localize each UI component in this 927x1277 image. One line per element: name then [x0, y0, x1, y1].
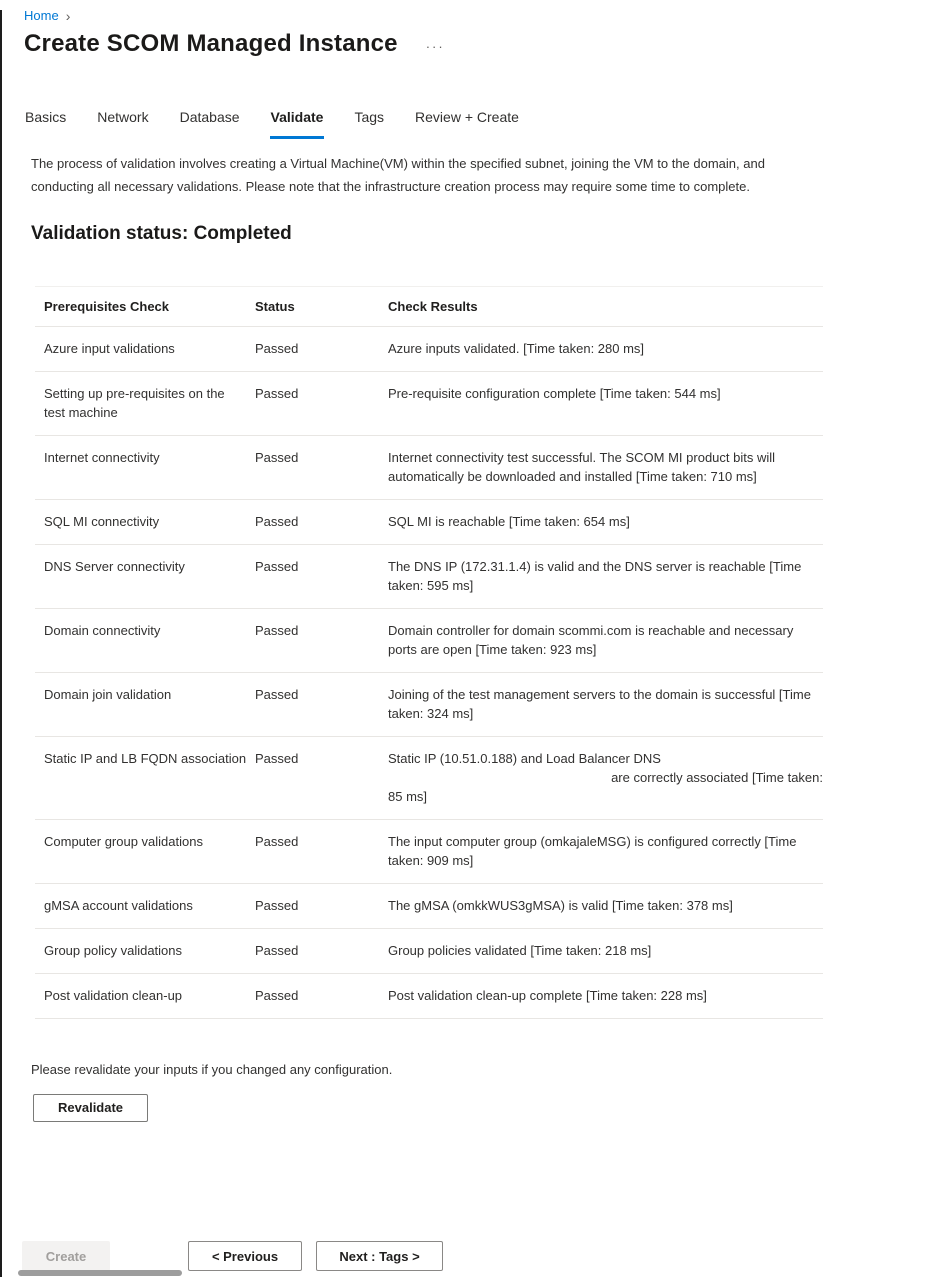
prerequisite-check-cell: Internet connectivity	[35, 436, 255, 500]
check-result-cell: Joining of the test management servers to the domain is successful [Time taken: 324 ms]	[388, 673, 823, 737]
prerequisite-check-cell: Group policy validations	[35, 929, 255, 974]
table-row	[35, 372, 823, 436]
next-tags-button[interactable]: Next : Tags >	[316, 1241, 443, 1271]
table-row	[35, 929, 823, 974]
check-result-cell: Domain controller for domain scommi.com is reachable and necessary ports are open [Time taken: 923 ms]	[388, 609, 823, 673]
breadcrumb-chevron-icon: ›	[65, 7, 71, 24]
horizontal-scrollbar-thumb[interactable]	[18, 1270, 182, 1276]
title-row	[0, 23, 927, 58]
column-header-prerequisites-check: Prerequisites Check	[35, 287, 255, 327]
status-cell: Passed	[255, 884, 388, 929]
check-result-cell: Azure inputs validated. [Time taken: 280 ms]	[388, 327, 823, 372]
table-row	[35, 609, 823, 673]
check-result-cell: Internet connectivity test successful. The SCOM MI product bits will automatically be downloaded and installed [Time taken: 710 ms]	[388, 436, 823, 500]
tab-database[interactable]: Database	[179, 109, 240, 125]
prerequisite-check-cell: Setting up pre-requisites on the test machine	[35, 372, 255, 436]
check-result-cell: SQL MI is reachable [Time taken: 654 ms]	[388, 500, 823, 545]
prerequisite-check-cell: Static IP and LB FQDN association	[35, 737, 255, 820]
check-result-line: Static IP (10.51.0.188) and Load Balancer DNS	[388, 751, 661, 766]
prerequisite-check-cell: Computer group validations	[35, 820, 255, 884]
check-result-cell: The DNS IP (172.31.1.4) is valid and the DNS server is reachable [Time taken: 595 ms]	[388, 545, 823, 609]
status-cell: Passed	[255, 929, 388, 974]
table-row	[35, 820, 823, 884]
check-result-cell: Group policies validated [Time taken: 218 ms]	[388, 929, 823, 974]
status-cell: Passed	[255, 327, 388, 372]
bottom-action-bar	[0, 1241, 927, 1271]
check-result-line: 85 ms]	[388, 789, 428, 804]
table-row	[35, 545, 823, 609]
tab-network[interactable]: Network	[97, 109, 149, 125]
prerequisite-check-cell: Azure input validations	[35, 327, 255, 372]
check-result-cell	[388, 737, 823, 820]
column-header-check-results: Check Results	[388, 287, 823, 327]
tab-review-create[interactable]: Review + Create	[415, 109, 519, 125]
table-header-row	[35, 287, 823, 327]
prerequisite-check-cell: gMSA account validations	[35, 884, 255, 929]
table-row	[35, 673, 823, 737]
table-row	[35, 737, 823, 820]
column-header-status: Status	[255, 287, 388, 327]
tab-basics[interactable]: Basics	[25, 109, 67, 125]
prerequisite-check-cell: DNS Server connectivity	[35, 545, 255, 609]
check-result-cell: Post validation clean-up complete [Time taken: 228 ms]	[388, 974, 823, 1019]
validation-status-heading: Validation status: Completed	[31, 223, 292, 244]
page-title: Create SCOM Managed Instance	[24, 30, 398, 57]
check-result-line: are correctly associated [Time taken:	[611, 770, 823, 785]
previous-button[interactable]: < Previous	[188, 1241, 302, 1271]
table-row	[35, 500, 823, 545]
table-row	[35, 884, 823, 929]
more-options-ellipsis-icon[interactable]: ···	[425, 38, 445, 54]
breadcrumb-home-link[interactable]: Home	[24, 8, 59, 23]
validation-results-table	[35, 286, 823, 1019]
status-cell: Passed	[255, 974, 388, 1019]
breadcrumb	[0, 0, 927, 23]
validation-description: The process of validation involves creating a Virtual Machine(VM) within the specified subnet, joining the VM to the domain, and conducting all necessary validations. Please note that the infrastructure creation process may require some time to complete.	[31, 156, 765, 194]
prerequisite-check-cell: Domain join validation	[35, 673, 255, 737]
status-cell: Passed	[255, 436, 388, 500]
check-result-cell: The gMSA (omkkWUS3gMSA) is valid [Time taken: 378 ms]	[388, 884, 823, 929]
check-result-cell: The input computer group (omkajaleMSG) is configured correctly [Time taken: 909 ms]	[388, 820, 823, 884]
tab-validate[interactable]: Validate	[270, 105, 325, 139]
status-cell: Passed	[255, 737, 388, 820]
prerequisite-check-cell: Post validation clean-up	[35, 974, 255, 1019]
status-cell: Passed	[255, 500, 388, 545]
status-cell: Passed	[255, 372, 388, 436]
window-left-border	[0, 10, 2, 1277]
table-row	[35, 436, 823, 500]
revalidate-button[interactable]: Revalidate	[33, 1094, 148, 1122]
table-row	[35, 974, 823, 1019]
prerequisite-check-cell: Domain connectivity	[35, 609, 255, 673]
check-result-cell: Pre-requisite configuration complete [Time taken: 544 ms]	[388, 372, 823, 436]
status-cell: Passed	[255, 673, 388, 737]
status-cell: Passed	[255, 820, 388, 884]
tab-strip	[0, 105, 927, 139]
table-row	[35, 327, 823, 372]
status-cell: Passed	[255, 609, 388, 673]
create-button[interactable]: Create	[22, 1241, 110, 1271]
prerequisite-check-cell: SQL MI connectivity	[35, 500, 255, 545]
revalidate-note: Please revalidate your inputs if you changed any configuration.	[31, 1062, 393, 1077]
tab-tags[interactable]: Tags	[354, 109, 385, 125]
status-cell: Passed	[255, 545, 388, 609]
